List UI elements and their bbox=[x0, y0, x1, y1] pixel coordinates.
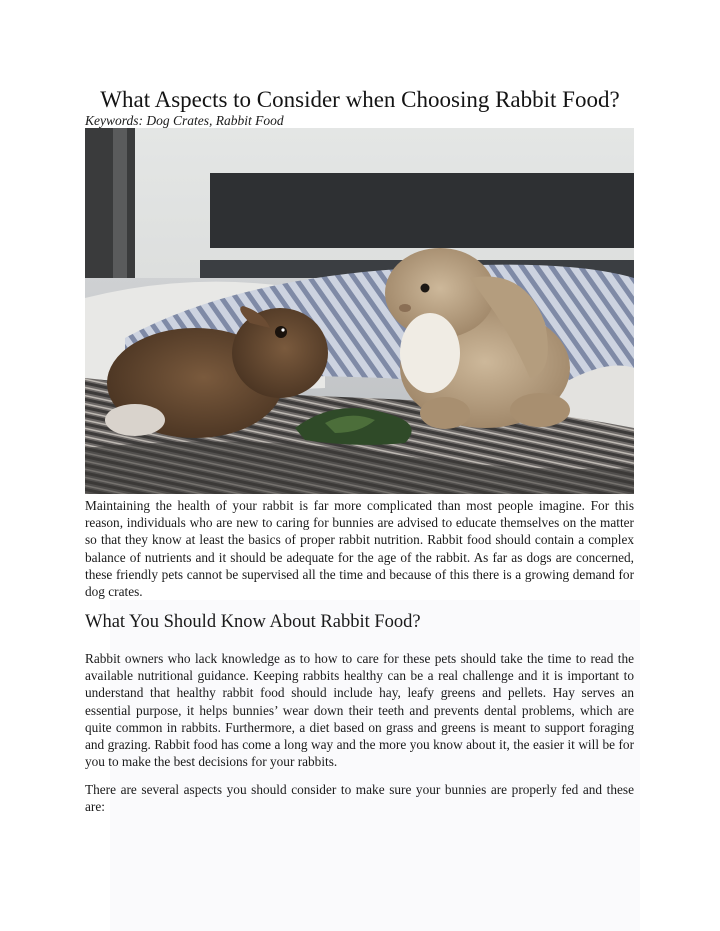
rabbit-food-paragraph: Rabbit owners who lack knowledge as to how to care for these pets should take the time to read the available nutritional guidance. Keeping rabbits healthy can be a real challenge and it is important to understand that healthy rabbit food should include hay, leafy greens and pellets. Hay serves an essential purpose, it helps bunnies’ wear down their teeth and prevents dental problems, which are quite common in rabbits. Furthermore, a diet based on grass and greens is meant to support foraging and grazing. Rabbit food has come a long way and the more you know about it, the easier it will be for you to make the best decisions for your rabbits. bbox=[85, 651, 634, 770]
intro-paragraph: Maintaining the health of your rabbit is far more complicated than most people imagine. For this reason, individuals who are new to caring for bunnies are advised to educate themselves on the matter so that they know at least the basics of proper rabbit nutrition. Rabbit food should contain a complex balance of nutrients and it should be adequate for the age of the rabbit. As far as dogs are concerned, these friendly pets cannot be supervised all the time and because of this there is a growing demand for dog crates. bbox=[85, 498, 634, 600]
keywords-line: Keywords: Dog Crates, Rabbit Food bbox=[85, 113, 284, 128]
page-title: What Aspects to Consider when Choosing Rabbit Food? bbox=[100, 87, 620, 112]
aspects-paragraph: There are several aspects you should consider to make sure your bunnies are properly fed and these are: bbox=[85, 782, 634, 815]
section-heading: What You Should Know About Rabbit Food? bbox=[85, 612, 421, 632]
rabbit-photo bbox=[85, 128, 634, 494]
